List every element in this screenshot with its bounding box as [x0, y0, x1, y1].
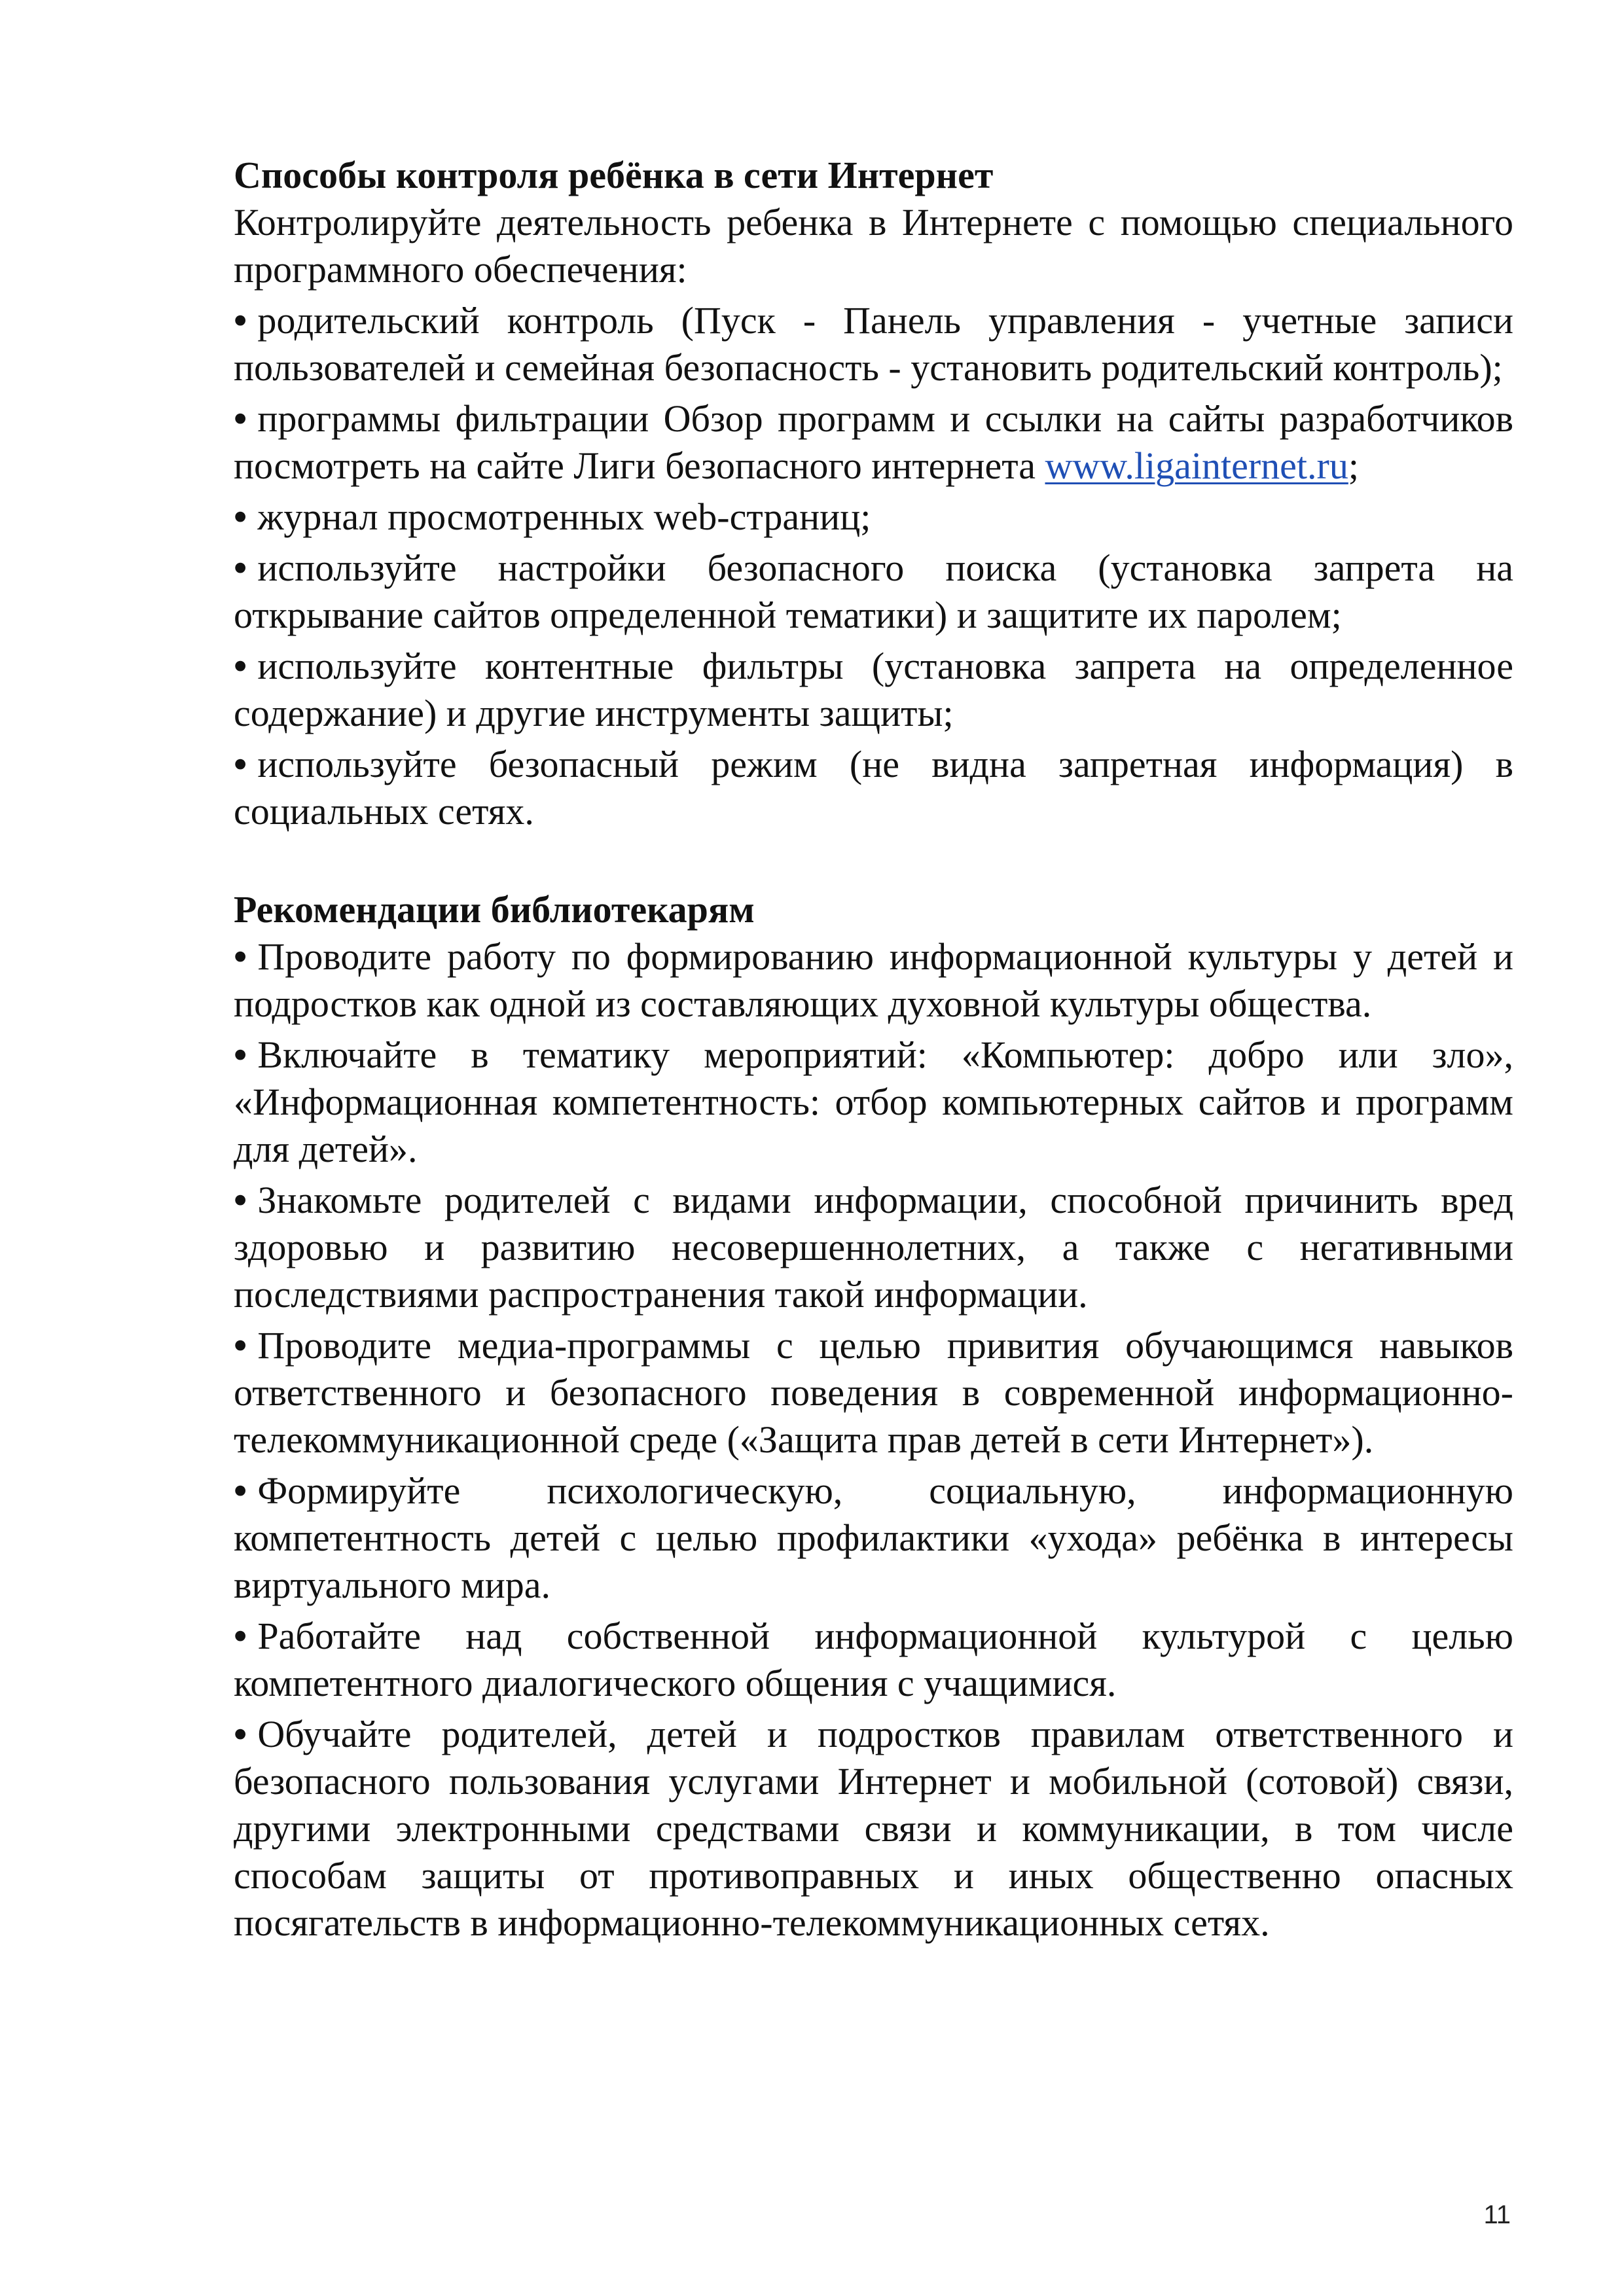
list-item [234, 643, 1513, 737]
section-title-parental-control: Способы контроля ребёнка в сети Интернет [234, 154, 994, 196]
list-item [234, 1177, 1513, 1318]
bullet-icon: • [234, 299, 247, 342]
list-item-text: Работайте над собственной информационной культурой с целью компетентного диалогического общения с учащимися. [234, 1615, 1513, 1704]
bullet-icon: • [234, 1033, 247, 1076]
list-item-text: Проводите работу по формированию информационной культуры у детей и подростков как одной из составляющих духовной культуры общества. [234, 935, 1513, 1025]
list-item-text: родительский контроль (Пуск - Панель управления - учетные записи пользователей и семейная безопасность - установить родительский контроль); [234, 299, 1513, 389]
list-item [234, 493, 1513, 541]
intro-paragraph: Контролируйте деятельность ребенка в Интернете с помощью специального программного обеспечения: [234, 201, 1513, 291]
page-number: 11 [1483, 2200, 1511, 2229]
bullet-icon: • [234, 1179, 247, 1221]
list-item-text-end: ; [1348, 444, 1359, 487]
bullet-icon: • [234, 1615, 247, 1657]
list-item [234, 741, 1513, 835]
list-item [234, 933, 1513, 1028]
bullet-icon: • [234, 1469, 247, 1512]
bullet-icon: • [234, 645, 247, 687]
list-item [234, 1613, 1513, 1707]
list-item-text: используйте безопасный режим (не видна запретная информация) в социальных сетях. [234, 743, 1513, 833]
bullet-icon: • [234, 743, 247, 785]
list-item [234, 297, 1513, 391]
liga-internet-link[interactable]: www.ligainternet.ru [1045, 444, 1348, 487]
section-title-librarians: Рекомендации библиотекарям [234, 888, 755, 931]
bullet-icon: • [234, 1324, 247, 1367]
list-item-text: журнал просмотренных web-страниц; [257, 495, 871, 538]
list-item [234, 1711, 1513, 1946]
bullet-icon: • [234, 547, 247, 589]
list-item [234, 1322, 1513, 1463]
section-spacer [234, 839, 1513, 886]
list-item [234, 395, 1513, 490]
list-item-text: Обучайте родителей, детей и подростков правилам ответственного и безопасного пользования услугами Интернет и мобильной (сотовой) связи, другими электронными средствами связи и коммуникации, в том числе способам защиты от противоправных и иных общественно опасных посягательств в информационно-телекоммуникационных сетях. [234, 1713, 1513, 1944]
list-item-text: Проводите медиа-программы с целью привития обучающимся навыков ответственного и безопасного поведения в современной информационно-телекоммуникационной среде («Защита прав детей в сети Интернет»). [234, 1324, 1513, 1461]
list-item-text: Формируйте психологическую, социальную, информационную компетентность детей с целью профилактики «ухода» ребёнка в интересы виртуального мира. [234, 1469, 1513, 1606]
list-item-text: Знакомьте родителей с видами информации, способной причинить вред здоровью и развитию несовершеннолетних, а также с негативными последствиями распространения такой информации. [234, 1179, 1513, 1316]
list-item [234, 1031, 1513, 1173]
bullet-icon: • [234, 495, 247, 538]
list-item [234, 1467, 1513, 1609]
bullet-icon: • [234, 1713, 247, 1755]
list-item-text: программы фильтрации Обзор программ и ссылки на сайты разработчиков посмотреть на сайте Лиги безопасного интернета [234, 397, 1513, 487]
bullet-icon: • [234, 397, 247, 440]
document-page [234, 152, 1513, 1950]
list-item [234, 545, 1513, 639]
bullet-icon: • [234, 935, 247, 978]
list-item-text: используйте контентные фильтры (установка запрета на определенное содержание) и другие инструменты защиты; [234, 645, 1513, 734]
list-item-text: Включайте в тематику мероприятий: «Компьютер: добро или зло», «Информационная компетентность: отбор компьютерных сайтов и программ для детей». [234, 1033, 1513, 1170]
list-item-text: используйте настройки безопасного поиска (установка запрета на открывание сайтов определенной тематики) и защитите их паролем; [234, 547, 1513, 636]
